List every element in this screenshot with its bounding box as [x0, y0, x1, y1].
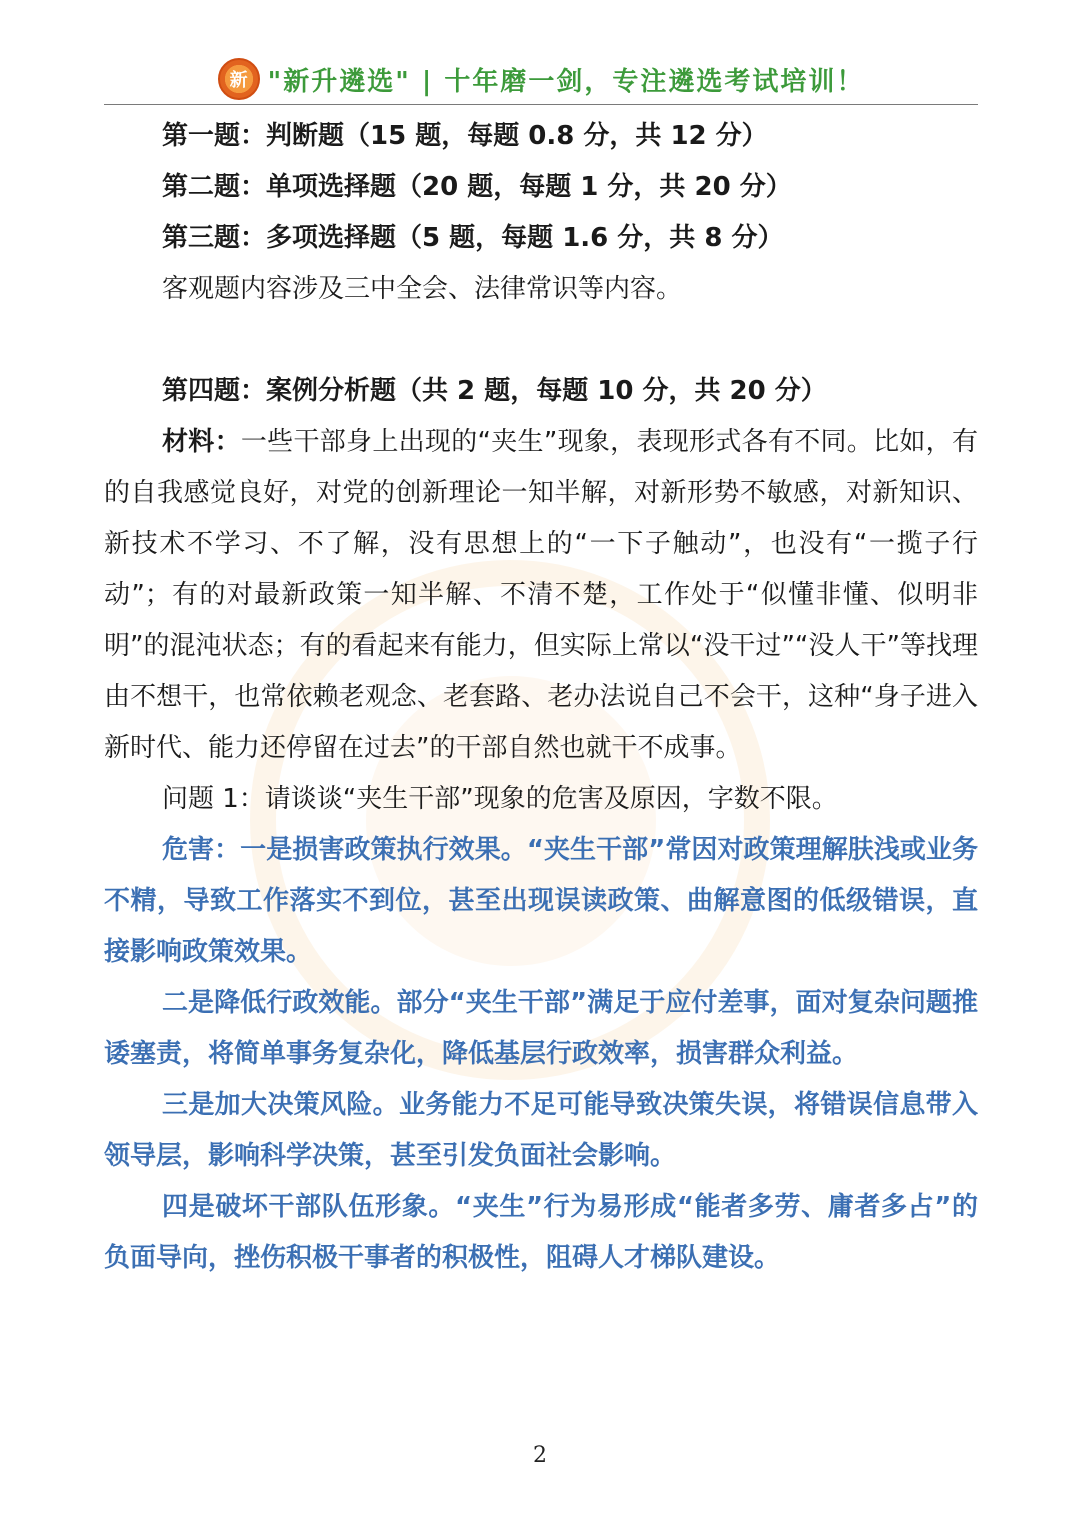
material-paragraph	[104, 417, 978, 774]
material-label: 材料：	[162, 427, 241, 457]
answer-paragraph-3: 三是加大决策风险。业务能力不足可能导致决策失误，将错误信息带入领导层，影响科学决策，甚至引发负面社会影响。	[104, 1090, 978, 1171]
material-text: 一些干部身上出现的“夹生”现象，表现形式各有不同。比如，有的自我感觉良好，对党的创新理论一知半解，对新形势不敏感，对新知识、新技术不学习、不了解，没有思想上的“一下子触动”，也没有“一揽子行动”；有的对最新政策一知半解、不清不楚，工作处于“似懂非懂、似明非明”的混沌状态；有的看起来有能力，但实际上常以“没干过”“没人干”等找理由不想干，也常依赖老观念、老套路、老办法说自己不会干，这种“身子进入新时代、能力还停留在过去”的干部自然也就干不成事。	[104, 427, 978, 763]
question-1: 问题 1：请谈谈“夹生干部”现象的危害及原因，字数不限。	[162, 784, 838, 814]
logo-letter: 新	[229, 70, 248, 91]
header-slogan: "新升遴选" | 十年磨一剑，专注遴选考试培训！	[267, 66, 865, 97]
section-q1: 第一题：判断题（15 题，每题 0.8 分，共 12 分）	[162, 121, 768, 151]
answer-paragraph-2: 二是降低行政效能。部分“夹生干部”满足于应付差事，面对复杂问题推诿塞责，将简单事务复杂化，降低基层行政效率，损害群众利益。	[104, 988, 978, 1069]
document-body	[104, 111, 978, 1284]
objective-note: 客观题内容涉及三中全会、法律常识等内容。	[162, 274, 683, 304]
answer-paragraph-4: 四是破坏干部队伍形象。“夹生”行为易形成“能者多劳、庸者多占”的负面导向，挫伤积极干事者的积极性，阻碍人才梯队建设。	[104, 1192, 978, 1273]
section-q4: 第四题：案例分析题（共 2 题，每题 10 分，共 20 分）	[162, 376, 827, 406]
page-number: 2	[533, 1443, 547, 1468]
page-header	[104, 54, 978, 105]
brand-logo-icon	[218, 58, 260, 100]
section-q3: 第三题：多项选择题（5 题，每题 1.6 分，共 8 分）	[162, 223, 784, 253]
answer-paragraph-1: 危害：一是损害政策执行效果。“夹生干部”常因对政策理解肤浅或业务不精，导致工作落实不到位，甚至出现误读政策、曲解意图的低级错误，直接影响政策效果。	[104, 835, 978, 967]
spacer	[104, 315, 978, 366]
section-q2: 第二题：单项选择题（20 题，每题 1 分，共 20 分）	[162, 172, 792, 202]
